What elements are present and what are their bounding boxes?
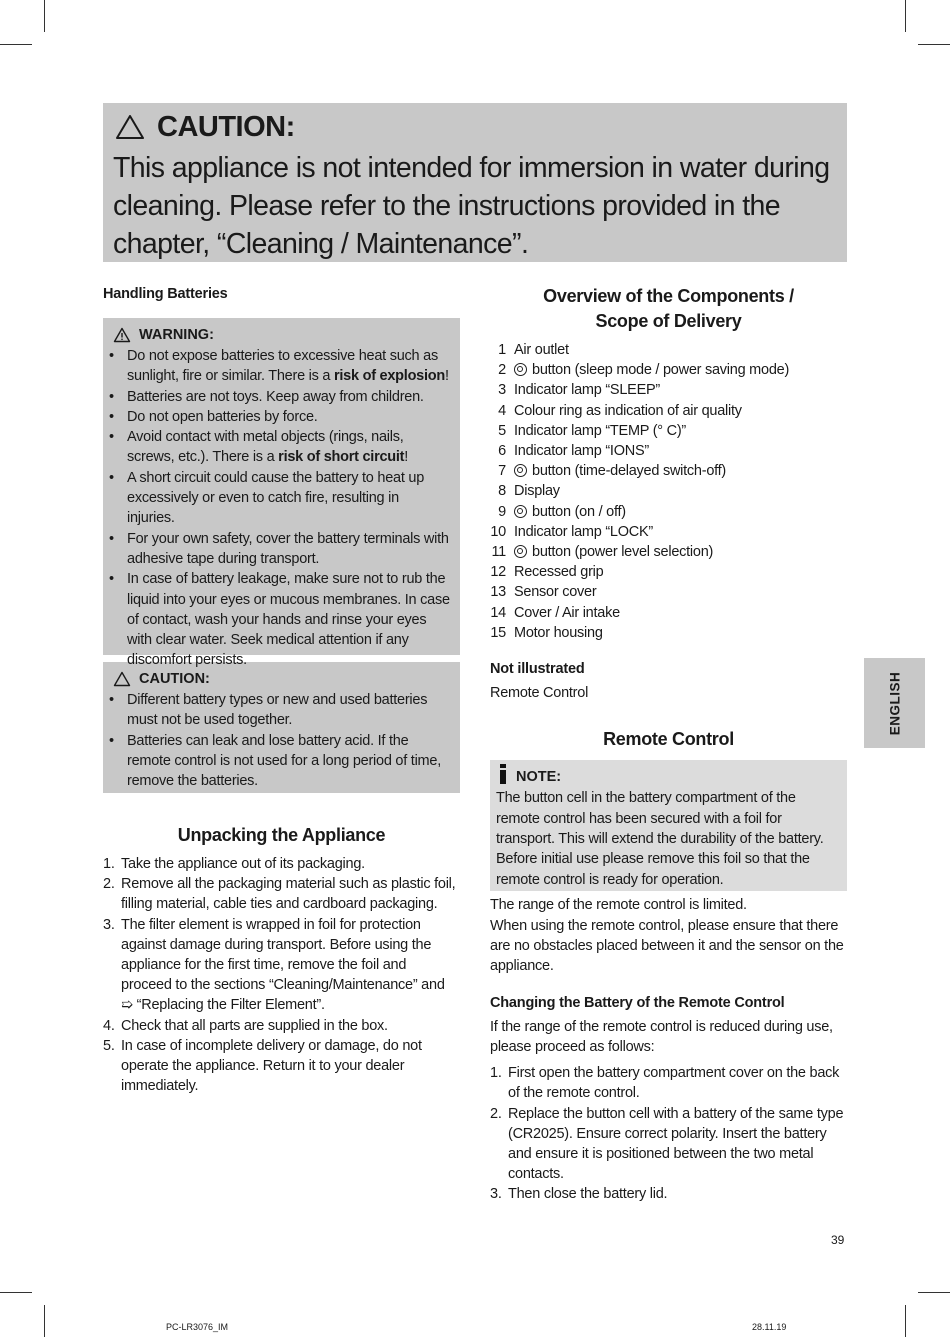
components-list: [490, 340, 847, 643]
left-column: [103, 284, 460, 1096]
list-item: 3. The filter element is wrapped in foil for protection against damage during transport. Before using the appliance for the first time, remove the foil and proceed to the sections “Cleaning/Maintenance” and ➯ “Replacing the Filter Element”.: [103, 916, 445, 1014]
timer-icon: [514, 464, 527, 477]
list-item: 5 Indicator lamp “TEMP (° C)”: [498, 422, 687, 439]
language-tab: [864, 658, 925, 748]
list-item: 1. First open the battery compartment cover on the back of the remote control.: [490, 1065, 840, 1102]
list-item: • Batteries are not toys. Keep away from children.: [109, 387, 450, 407]
crop-mark: [918, 1292, 950, 1293]
not-illustrated-item: Remote Control: [490, 685, 589, 702]
list-item: 6 Indicator lamp “IONS”: [498, 443, 649, 460]
list-item: 15 Motor housing: [490, 624, 603, 641]
range-text: The range of the remote control is limited.: [490, 897, 747, 914]
caution-box: [103, 662, 460, 793]
list-item: 3. Then close the battery lid.: [490, 1186, 668, 1203]
list-item: 12 Recessed grip: [490, 564, 604, 581]
list-item: • Do not open batteries by force.: [109, 407, 450, 427]
crop-mark: [0, 1292, 32, 1293]
right-column: [490, 284, 847, 1205]
caution-label: CAUTION:: [139, 671, 210, 687]
list-item: 2. Replace the button cell with a battery of the same type (CR2025). Ensure correct polarity. Insert the battery and ensure it is positioned between the two metal contacts.: [490, 1105, 844, 1183]
caution-heading: [109, 668, 450, 690]
list-item: • In case of battery leakage, make sure not to rub the liquid into your eyes or mucous membranes. In case of contact, wash your hands and rinse your eyes with clear water. Seek medical attention if any discomfort persists.: [109, 569, 450, 670]
unpacking-title: Unpacking the Appliance: [177, 825, 386, 845]
list-item: 5. In case of incomplete delivery or damage, do not operate the appliance. Return it to your dealer immediately.: [103, 1037, 422, 1095]
list-item: 14 Cover / Air intake: [490, 604, 620, 621]
list-item: 13 Sensor cover: [490, 584, 597, 601]
caution-list: [109, 690, 450, 791]
list-item: • Batteries can leak and lose battery acid. If the remote control is not used for a long period of time, remove the batteries.: [109, 731, 450, 792]
language-tab-label: ENGLISH: [887, 671, 903, 735]
list-item: 9 button (on / off): [498, 503, 626, 520]
crop-mark: [918, 44, 950, 45]
caution-banner-label: CAUTION:: [157, 111, 295, 143]
list-item: 4. Check that all parts are supplied in the box.: [103, 1017, 388, 1034]
note-label: NOTE:: [516, 769, 562, 786]
crop-mark: [44, 0, 45, 32]
list-item: 4 Colour ring as indication of air quality: [498, 402, 742, 419]
list-item: 2 button (sleep mode / power saving mode): [498, 362, 790, 379]
crop-mark: [0, 44, 32, 45]
obstacles-text: When using the remote control, please ensure that there are no obstacles placed between it and the sensor on the appliance.: [490, 917, 844, 975]
list-item: 7 button (time-delayed switch-off): [498, 463, 727, 480]
list-item: • A short circuit could cause the battery to heat up excessively or even to catch fire, resulting in injuries.: [109, 468, 450, 529]
crop-mark: [905, 1305, 906, 1337]
fan-level-icon: [514, 545, 527, 558]
change-battery-heading: Changing the Battery of the Remote Control: [490, 994, 785, 1011]
warning-triangle-icon: [115, 114, 145, 140]
warning-label: WARNING:: [139, 327, 214, 343]
page-number: 39: [831, 1233, 845, 1247]
list-item: • For your own safety, cover the battery terminals with adhesive tape during transport.: [109, 529, 450, 570]
list-item: • Do not expose batteries to excessive heat such as sunlight, fire or similar. There is a risk of explosion!: [109, 346, 450, 387]
list-item: 3 Indicator lamp “SLEEP”: [498, 382, 661, 399]
warning-triangle-icon: [113, 671, 131, 687]
sleep-mode-icon: [514, 363, 527, 376]
list-item: 10 Indicator lamp “LOCK”: [490, 523, 653, 540]
warning-triangle-icon: [113, 327, 131, 343]
warning-box: [103, 318, 460, 669]
note-text: The button cell in the battery compartment of the remote control has been secured with a foil for transport. This will extend the durability of the battery. Before initial use please remove this foil so that the remote control is ready for operation.: [496, 790, 824, 888]
list-item: 8 Display: [498, 483, 560, 500]
crop-mark: [44, 1305, 45, 1337]
power-icon: [514, 505, 527, 518]
list-item: 1. Take the appliance out of its packaging.: [103, 856, 365, 872]
warning-list: [109, 346, 450, 671]
warning-heading: [109, 324, 450, 346]
caution-banner-heading: [113, 109, 837, 145]
list-item: • Different battery types or new and used batteries must not be used together.: [109, 690, 450, 731]
handling-batteries-heading: Handling Batteries: [103, 286, 228, 302]
unpacking-steps: [103, 854, 460, 1096]
caution-banner-text: This appliance is not intended for immersion in water during cleaning. Please refer to the instructions provided in the chapter, “Cleaning / Maintenance”.: [113, 152, 830, 260]
change-battery-intro: If the range of the remote control is reduced during use, please proceed as follows:: [490, 1018, 833, 1055]
note-box: [490, 760, 847, 891]
note-heading: [496, 766, 839, 788]
footer-date: 28.11.19: [752, 1322, 787, 1332]
list-item: 11 button (power level selection): [491, 544, 714, 561]
not-illustrated-heading: Not illustrated: [490, 661, 585, 678]
remote-control-title: Remote Control: [603, 729, 734, 750]
list-item: 1 Air outlet: [498, 342, 569, 358]
overview-title: Overview of the Components / Scope of Delivery: [543, 286, 794, 331]
info-icon: [500, 770, 506, 784]
change-battery-steps: [490, 1063, 847, 1204]
footer-doc-id: PC-LR3076_IM: [166, 1322, 229, 1332]
list-item: • Avoid contact with metal objects (rings, nails, screws, etc.). There is a risk of short circuit!: [109, 427, 450, 468]
crop-mark: [905, 0, 906, 32]
list-item: 2. Remove all the packaging material such as plastic foil, filling material, cable ties and cardboard packaging.: [103, 876, 456, 913]
caution-banner: [103, 103, 847, 262]
